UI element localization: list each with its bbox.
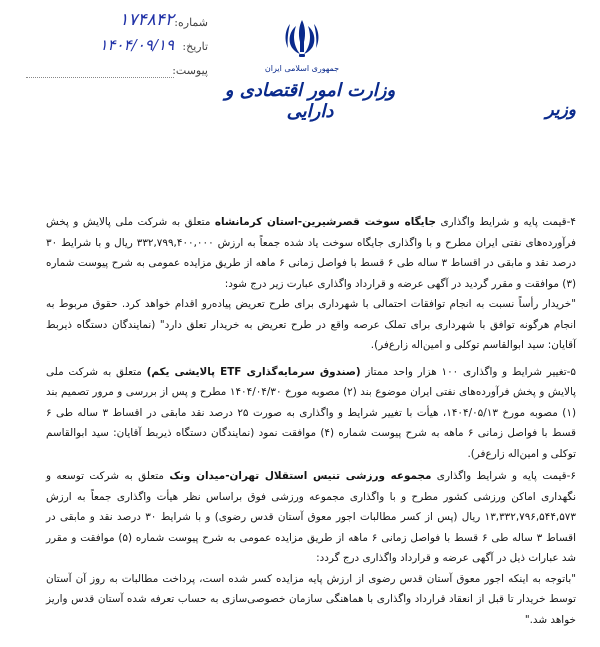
item-4-quote: "خریدار رأساً نسبت به انجام توافقات احتمالی با شهرداری برای طرح تعریض پیاده‌رو اقدام خواهد کرد. حقوق مربوط به انجام هرگونه توافق با شهرداری برای تملک عرصه واقع در طرح تعریض به خریدار تعلق دارد" (نمایندگان دستگاه ذیربط آقایان: سید ابوالقاسم توکلی و امین‌اله زارع‌فر). [46, 298, 576, 351]
minister-title: وزیر [545, 100, 576, 120]
item-6-quote: "باتوجه به اینکه اجور معوق آستان قدس رضوی از ارزش پایه مزایده کسر شده است، پرداخت مطالبات به روز آن آستان توسط خریدار تا قبل از انعقاد قرارداد واگذاری با هماهنگی سازمان خصوصی‌سازی به حساب تعرفه شده آستان قدس واریز خواهد شد." [46, 572, 576, 626]
item-4-prefix: ۴-قیمت پایه و شرایط واگذاری [435, 216, 576, 228]
item-5 [46, 362, 576, 465]
iran-emblem-icon [282, 16, 322, 60]
item-6-prefix: ۶-قیمت پایه و شرایط واگذاری [431, 470, 576, 482]
item-6-text: متعلق به شرکت توسعه و نگهداری اماکن ورزشی کشور مطرح و با واگذاری مجموعه ورزشی فوق براساس نظر هیأت واگذاری جمعاً به ارزش ۱۳,۳۳۲,۷۹۶,۵۴۴,۵۷۳ ریال (پس از کسر مطالبات اجور معوق آستان قدس رضوی) و با شرایط ۳۰ درصد نقد و مابقی در اقساط ۳ ساله طی ۶ قسط با فواصل زمانی ۶ ماهه از طریق مزایده عمومی به شرح پیوست شماره (۵) موافقت و مقرر شد عبارات ذیل در آگهی عرضه و قرارداد واگذاری درج گردد: [46, 470, 576, 564]
attachment-label: پیوست: [172, 64, 208, 77]
number-row [18, 10, 208, 34]
date-label: تاریخ: [182, 40, 208, 53]
attachment-line [26, 77, 174, 78]
item-4 [46, 212, 576, 294]
item-4-subject: جایگاه سوخت قصرشیرین-استان کرمانشاه [214, 216, 436, 228]
date-row [18, 34, 208, 58]
item-5-prefix: ۵-تغییر شرایط و واگذاری ۱۰۰ هزار واحد ممتاز [360, 365, 576, 378]
attachment-row [18, 58, 208, 82]
item-5-subject: (صندوق سرمایه‌گذاری ETF پالایشی یکم) [146, 365, 361, 378]
item-6 [46, 466, 576, 569]
item-4-text: متعلق به شرکت ملی پالایش و پخش فرآورده‌های نفتی ایران مطرح و با واگذاری جایگاه سوخت یاد شده جمعاً به ارزش ۳۳۲,۷۹۹,۴۰۰,۰۰۰ ریال و با شرایط ۳۰ درصد نقد و مابقی در اقساط ۳ ساله طی ۶ قسط با فواصل زمانی ۶ ماهه از طریق مزایده عمومی به شرح پیوست شماره (۳) موافقت و مقرر گردید در آگهی عرضه و قرارداد واگذاری عبارت زیر درج شود: [46, 216, 576, 290]
ministry-title: وزارت امور اقتصادی و دارایی [224, 80, 396, 122]
letter-number: ۱۷۴۸۴۲ [119, 10, 174, 30]
republic-title: جمهوری اسلامی ایران [264, 64, 340, 73]
letter-body [46, 212, 576, 630]
number-label: شماره: [174, 16, 208, 29]
item-6-subject: مجموعه ورزشی تنیس استقلال تهران-میدان ونک [169, 470, 432, 482]
letter-date: ۱۴۰۴/۰۹/۱۹ [99, 36, 174, 54]
letter-meta [18, 10, 208, 82]
item-5-text: متعلق به شرکت ملی پالایش و پخش فرآورده‌های نفتی ایران موضوع بند (۲) مصوبه مورخ ۱۴۰۴/۰۴/۳۰ مطرح و پس از بررسی و مرور تصمیم بند (۱) مصوبه مورخ ۱۴۰۴/۰۵/۱۳، هیأت با تغییر شرایط و واگذاری به صورت ۲۵ درصد نقد مابقی در اقساط ۳ ساله طی ۶ قسط با فواصل زمانی ۶ ماهه به شرح پیوست شماره (۴) موافقت نمود (نمایندگان دستگاه ذیربط آقایان: سید ابوالقاسم توکلی و امین‌اله زارع‌فر). [46, 365, 577, 460]
